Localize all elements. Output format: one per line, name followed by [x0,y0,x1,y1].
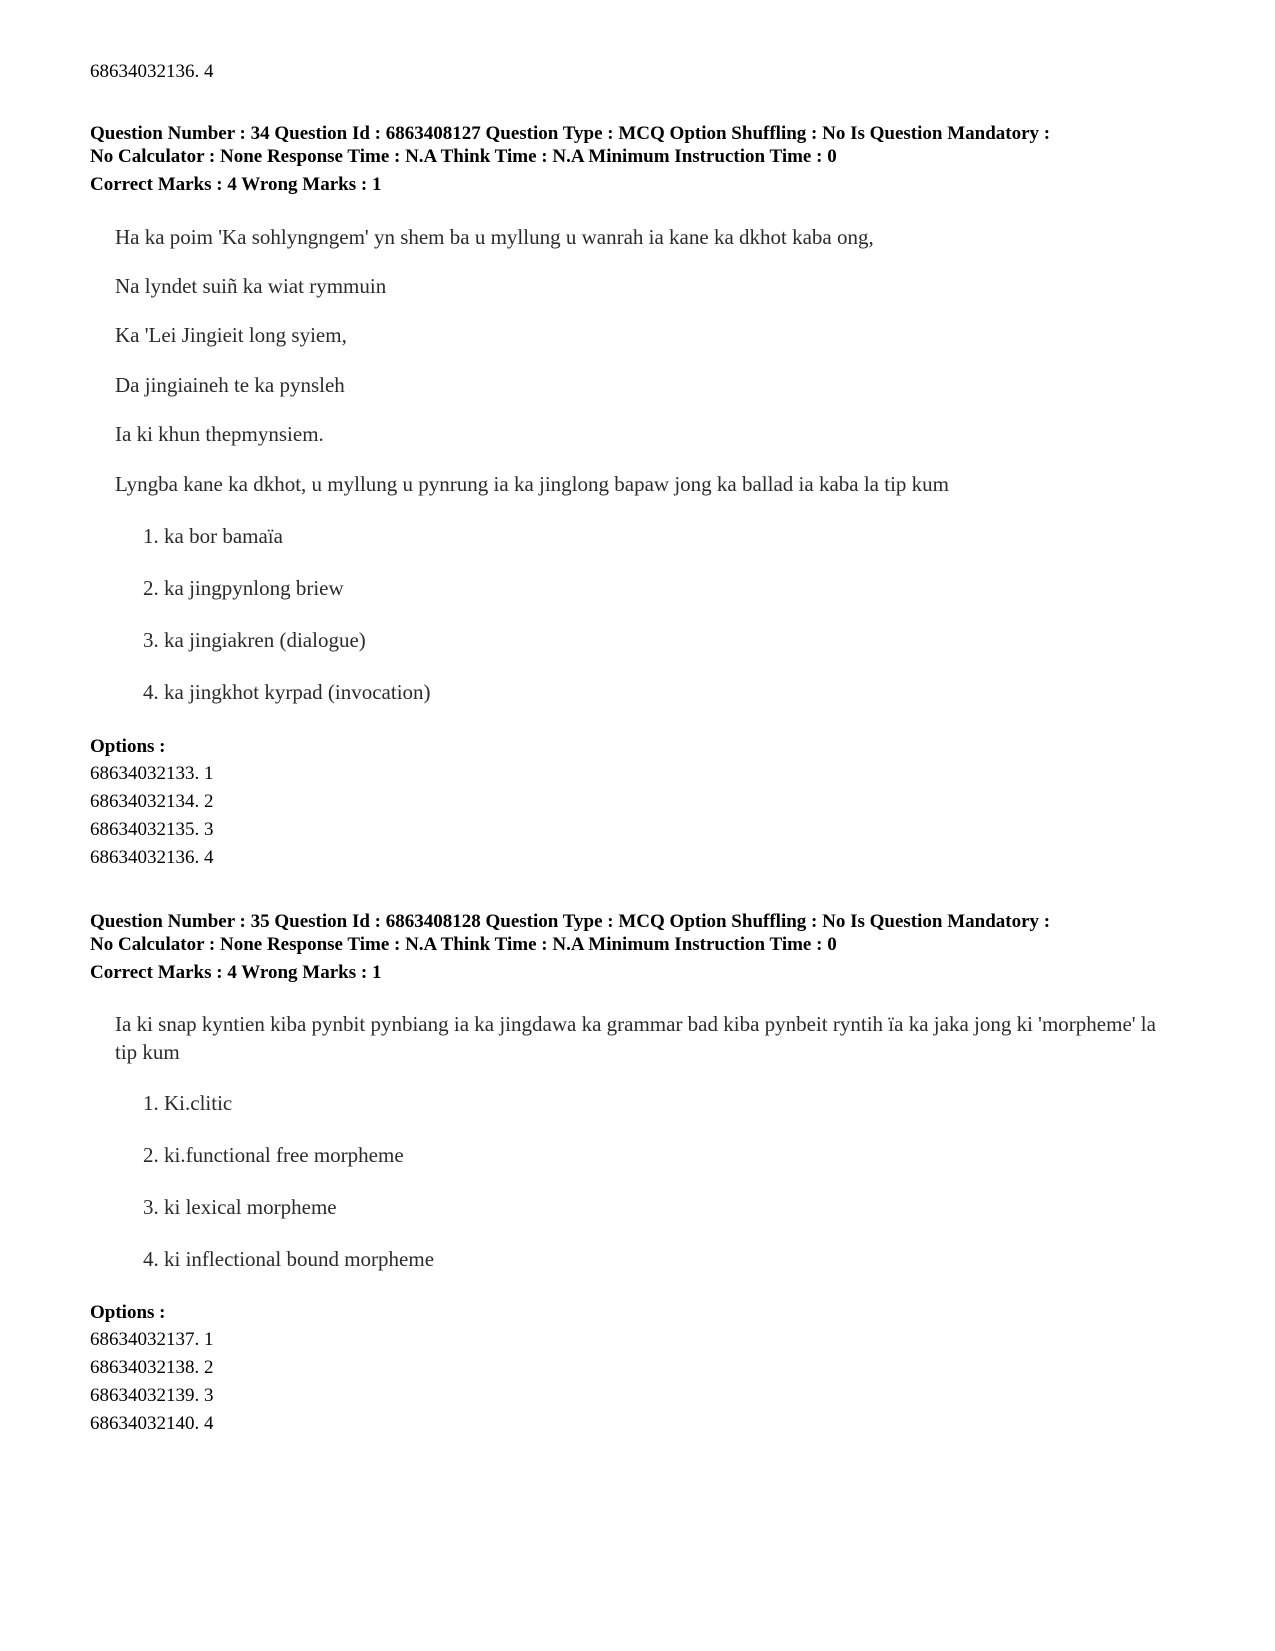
question-marks: Correct Marks : 4 Wrong Marks : 1 [90,174,382,195]
option-id-line: 68634032137. 1 [90,1329,214,1350]
option-id-line: 68634032133. 1 [90,763,214,784]
question-stem-line: Lyngba kane ka dkhot, u myllung u pynrung ia ka jinglong bapaw jong ka ballad ia kaba la tip kum [115,472,949,496]
answer-choice: 2. ki.functional free morpheme [143,1143,404,1167]
option-id-line: 68634032134. 2 [90,791,214,812]
question-stem-line: Ia ki snap kyntien kiba pynbit pynbiang ia ka jingdawa ka grammar bad kiba pynbeit ryntih ïa ka jaka jong ki 'morpheme' la tip kum [115,1012,1156,1064]
question-stem-line: Ia ki khun thepmynsiem. [115,422,324,446]
answer-choice: 4. ka jingkhot kyrpad (invocation) [143,680,431,704]
answer-choice: 4. ki inflectional bound morpheme [143,1247,435,1271]
answer-choice: 3. ka jingiakren (dialogue) [143,628,366,652]
option-id-line: 68634032135. 3 [90,819,214,840]
question-meta-line1: Question Number : 35 Question Id : 6863408128 Question Type : MCQ Option Shuffling : No Is Question Mandatory : [90,911,1051,932]
answer-choice: 3. ki lexical morpheme [143,1195,337,1219]
option-id-line: 68634032139. 3 [90,1385,214,1406]
question-stem-line: Na lyndet suiñ ka wiat rymmuin [115,274,387,298]
question-stem-line: Ha ka poim 'Ka sohlyngngem' yn shem ba u myllung u wanrah ia kane ka dkhot kaba ong, [115,225,874,249]
answer-choice: 1. Ki.clitic [143,1091,233,1115]
options-label: Options : [90,1302,166,1323]
question-marks: Correct Marks : 4 Wrong Marks : 1 [90,962,382,983]
question-stem-line: Ka 'Lei Jingieit long syiem, [115,323,347,347]
answer-choice: 2. ka jingpynlong briew [143,576,344,600]
question-meta-line1: Question Number : 34 Question Id : 6863408127 Question Type : MCQ Option Shuffling : No Is Question Mandatory : [90,123,1051,144]
option-id-line: 68634032140. 4 [90,1413,214,1434]
question-stem-line: Da jingiaineh te ka pynsleh [115,373,345,397]
question-meta-line2: No Calculator : None Response Time : N.A Think Time : N.A Minimum Instruction Time : 0 [90,146,837,167]
option-id-line: 68634032138. 2 [90,1357,214,1378]
options-label: Options : [90,736,166,757]
question-image [110,220,1170,720]
option-id-line: 68634032136. 4 [90,847,214,868]
question-meta-line2: No Calculator : None Response Time : N.A Think Time : N.A Minimum Instruction Time : 0 [90,934,837,955]
answer-choice: 1. ka bor bamaïa [143,524,283,548]
previous-option-line: 68634032136. 4 [90,61,214,82]
question-image [110,1008,1170,1288]
